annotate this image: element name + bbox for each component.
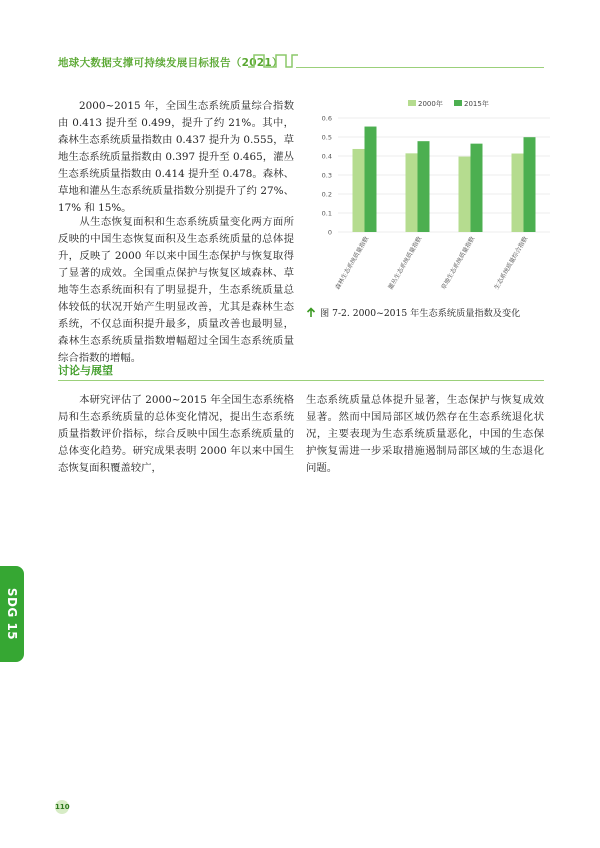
section-rule: [58, 380, 544, 381]
y-tick-label: 0.6: [321, 114, 332, 123]
sdg-side-tab: [0, 566, 24, 662]
legend-swatch-2: [454, 100, 462, 106]
y-tick-label: 0.3: [321, 171, 332, 180]
figure-caption: [306, 305, 520, 319]
body-paragraph-2: 从生态恢复面积和生态系统质量变化两方面所反映的中国生态恢复面积及生态系统质量的总体提升，反映了 2000 年以来中国生态保护与恢复取得了显著的成效。全国重点保护与恢复区域森林、草地等生态系统面积有了明显提升，生态系统质量总体较低的状况开始产生明显改善，尤其是森林生态系统，不仅总面积提升最多，质量改善也最明显，森林生态系统质量指数增幅超过全国生态系统质量综合指数的增幅。: [58, 216, 294, 364]
bar-2-3: [471, 144, 483, 232]
legend-swatch-1: [408, 100, 416, 106]
page-number: 110: [55, 800, 69, 814]
y-tick-label: 0.2: [321, 190, 332, 199]
bar-2-2: [418, 141, 430, 232]
bar-2-1: [365, 127, 377, 232]
x-tick-label: 灌丛生态系统质量指数: [387, 235, 424, 291]
y-tick-label: 0: [327, 228, 332, 237]
legend-label-1: 2000年: [418, 100, 443, 108]
bar-1-4: [512, 154, 524, 232]
x-tick-label: 森林生态系统质量指数: [334, 235, 371, 291]
y-tick-label: 0.4: [321, 152, 332, 161]
body-paragraph-1: 2000~2015 年，全国生态系统质量综合指数由 0.413 提升至 0.499，提升了约 21%。其中，森林生态系统质量指数由 0.437 提升为 0.555，草地生态系统质量指数由 0.397 提升至 0.465，灌丛生态系统质量指数由 0.414 提升至 0.478。森林、草地和灌丛生态系统质量指数分别提升了约 27%、17% 和 15%。: [58, 100, 294, 214]
y-tick-label: 0.1: [321, 209, 332, 218]
legend-label-2: 2015年: [464, 100, 489, 108]
header-decoration: [248, 51, 298, 69]
header-rule: [296, 67, 544, 68]
bar-1-3: [459, 157, 471, 232]
running-header-title: 地球大数据支撑可持续发展目标报告（2021）: [58, 57, 283, 69]
bar-1-1: [353, 149, 365, 232]
y-tick-label: 0.5: [321, 133, 332, 142]
quality-index-chart: [306, 96, 556, 296]
sdg-side-tab-label: SDG 15: [5, 587, 19, 641]
section-title: 讨论与展望: [58, 364, 113, 377]
bar-2-4: [524, 137, 536, 232]
discussion-paragraph-1: 本研究评估了 2000~2015 年全国生态系统格局和生态系统质量的总体变化情况，提出生态系统质量指数评价指标，综合反映中国生态系统质量的总体变化趋势。研究成果表明 2000 年以来中国生态恢复面积覆盖较广，: [58, 394, 294, 474]
discussion-paragraph-2: 生态系统质量总体提升显著，生态保护与恢复成效显著。然而中国局部区域仍然存在生态系统退化状况，主要表现为生态系统质量恶化，中国的生态保护恢复需进一步采取措施遏制局部区域的生态退化问题。: [306, 394, 544, 474]
up-arrow-icon: [306, 307, 316, 318]
x-tick-label: 草地生态系统质量指数: [440, 235, 477, 291]
x-tick-label: 生态系统质量综合指数: [493, 235, 530, 291]
figure-caption-text: 图 7-2. 2000~2015 年生态系统质量指数及变化: [320, 308, 521, 319]
bar-1-2: [406, 153, 418, 232]
